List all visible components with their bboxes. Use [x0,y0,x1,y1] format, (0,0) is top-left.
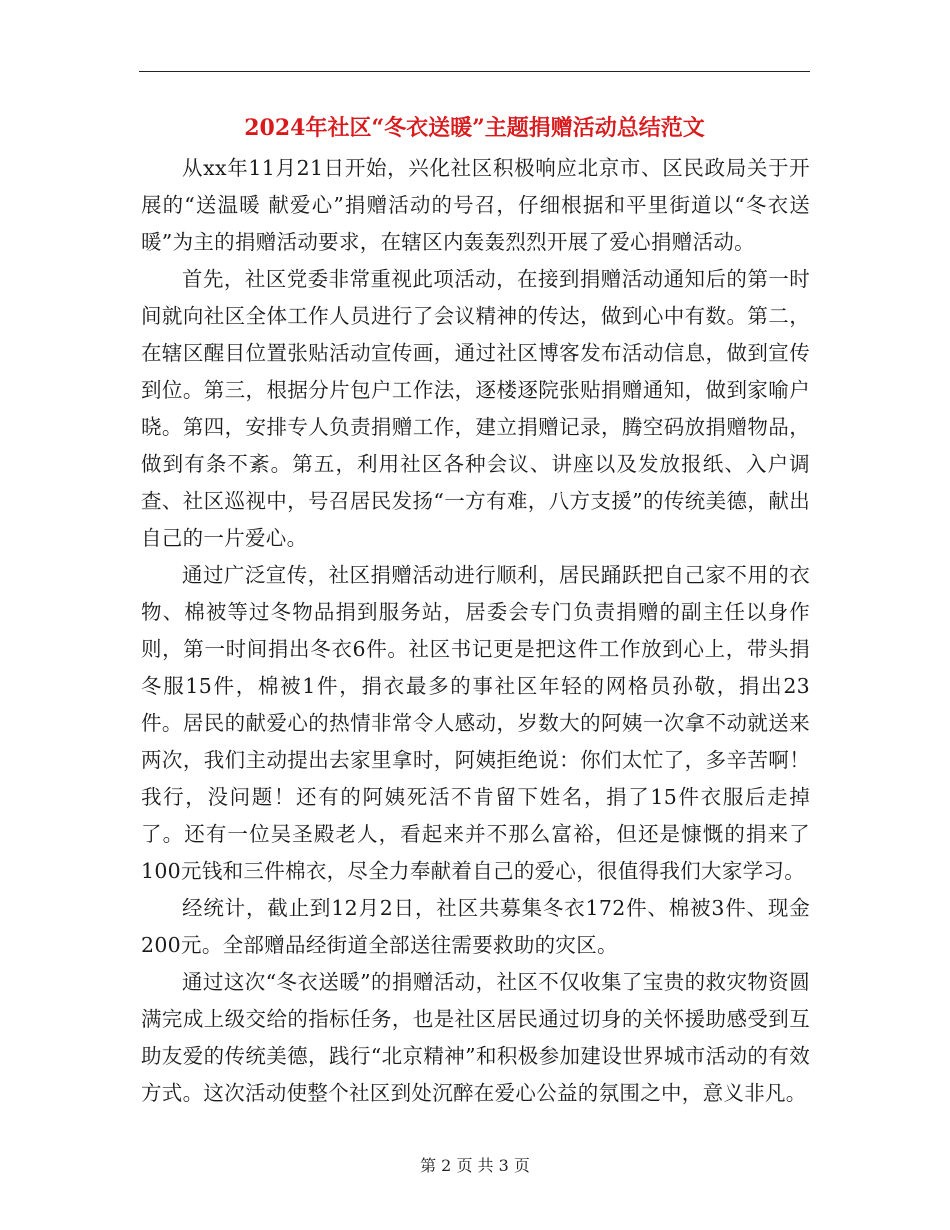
paragraph-1: 从xx年11月21日开始，兴化社区积极响应北京市、区民政局关于开展的“送温暖 献爱心”捐赠活动的号召，仔细根据和平里街道以“冬衣送暖”为主的捐赠活动要求，在辖区内轰轰烈烈开展了爱心捐赠活动。 [141,156,810,254]
document-title: 2024年社区“冬衣送暖”主题捐赠活动总结范文 [244,115,705,141]
paragraph-5: 通过这次“冬衣送暖”的捐赠活动，社区不仅收集了宝贵的救灾物资圆满完成上级交给的指标任务，也是社区居民通过切身的关怀援助感受到互助友爱的传统美德，践行“北京精神”和积极参加建设世界城市活动的有效方式。这次活动使整个社区到处沉醉在爱心公益的氛围之中，意义非凡。 [141,970,810,1105]
paragraph-3: 通过广泛宣传，社区捐赠活动进行顺利，居民踊跃把自己家不用的衣物、棉被等过冬物品捐到服务站，居委会专门负责捐赠的副主任以身作则，第一时间捐出冬衣6件。社区书记更是把这件工作放到心上，带头捐冬服15件，棉被1件，捐衣最多的事社区年轻的网格员孙敬，捐出23件。居民的献爱心的热情非常令人感动，岁数大的阿姨一次拿不动就送来两次，我们主动提出去家里拿时，阿姨拒绝说：你们太忙了，多辛苦啊！我行，没问题！还有的阿姨死活不肯留下姓名，捐了15件衣服后走掉了。还有一位吴圣殿老人，看起来并不那么富裕，但还是慷慨的捐来了100元钱和三件棉衣，尽全力奉献着自己的爱心，很值得我们大家学习。 [141,563,810,883]
paragraph-2: 首先，社区党委非常重视此项活动，在接到捐赠活动通知后的第一时间就向社区全体工作人员进行了会议精神的传达，做到心中有数。第二，在辖区醒目位置张贴活动宣传画，通过社区博客发布活动信息，做到宣传到位。第三，根据分片包户工作法，逐楼逐院张贴捐赠通知，做到家喻户晓。第四，安排专人负责捐赠工作，建立捐赠记录，腾空码放捐赠物品，做到有条不紊。第五，利用社区各种会议、讲座以及发放报纸、入户调查、社区巡视中，号召居民发扬“一方有难，八方支援”的传统美德，献出自己的一片爱心。 [141,267,810,550]
document-body [141,150,810,1112]
header-rule [139,71,810,72]
page-number-footer: 第 2 页 共 3 页 [420,1156,530,1175]
paragraph-4: 经统计，截止到12月2日，社区共募集冬衣172件、棉被3件、现金200元。全部赠品经街道全部送往需要救助的灾区。 [141,896,810,957]
